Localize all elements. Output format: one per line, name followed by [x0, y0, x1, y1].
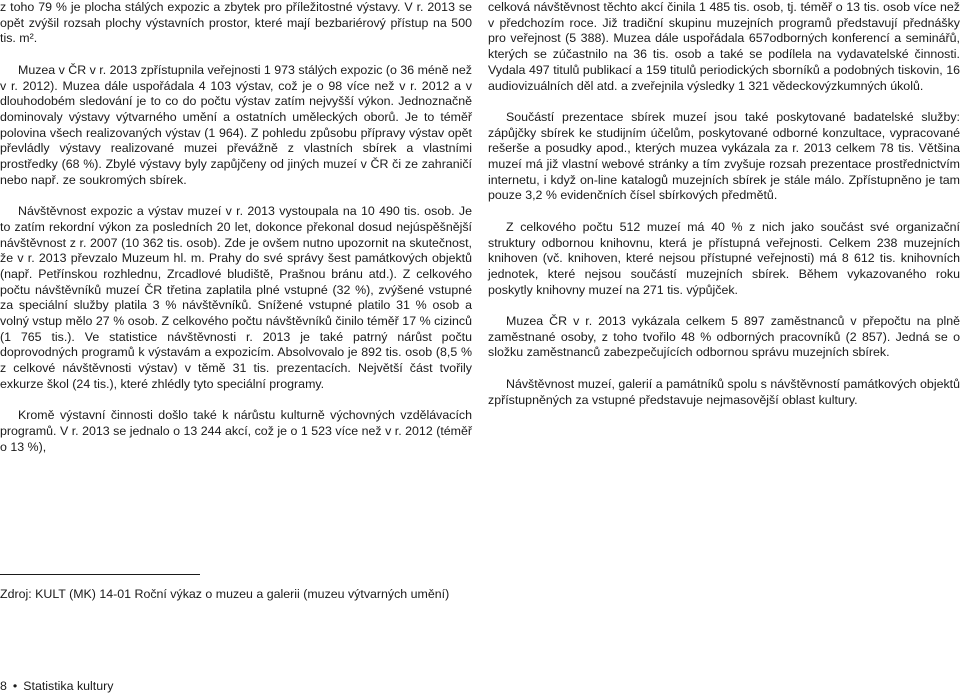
paragraph-exhibition-area: z toho 79 % je plocha stálých expozic a zbytek pro příležitostné výstavy. V r. 2013 se opět zvýšil rozsah plochy výstavních prostor, které mají bezbariérový přístup na 500 tis. m².	[0, 0, 472, 46]
paragraph-expositions: Muzea v ČR v r. 2013 zpřístupnila veřejnosti 1 973 stálých expozic (o 36 méně než v r. 2012). Muzea dále uspořádala 4 103 výstav, což je o 98 více než v r. 2012 a v dlouhodobém sledování je to co do počtu výstav zatím nejvyšší výkon. Jednoznačně dominovaly výstavy výtvarného umění a ostatních uměleckých oborů. Je to téměř polovina všech realizovaných výstav (1 964). Z pohledu způsobu přípravy výstav opět převládly výstavy realizované muzei převážně z vlastních sbírek a vlastními prostředky (68 %). Zbylé výstavy byly zapůjčeny od jiných muzeí v ČR či ze zahraničí nebo např. ze soukromých sbírek.	[0, 62, 472, 187]
paragraph-research-services: Součástí prezentace sbírek muzeí jsou také poskytované badatelské služby: zápůjčky sbírek ke studijním účelům, poskytované odborné konzultace, vypracované rešerše a posudky apod., kterých muzea vykázala za r. 2013 celkem 78 tis. Většina muzeí má již vlastní webové stránky a tím zvyšuje rozsah prezentace prostřednictvím internetu, i když on-line katalogů muzejních sbírek je stále málo. Zpřístupněno je tam pouze 3,2 % evidenčních čísel sbírkových předmětů.	[488, 109, 960, 203]
paragraph-lectures-publications: celková návštěvnost těchto akcí činila 1 485 tis. osob, tj. téměř o 13 tis. osob více než v předchozím roce. Již tradiční skupinu muzejních programů představují přednášky pro veřejnost (5 388). Muzea dále uspořádala 657odborných konferencí a seminářů, kterých se zúčastnilo na 36 tis. osob a také se podílela na vydavatelské činnosti. Vydala 497 titulů publikací a 159 titulů periodických sborníků a podobných tiskovin, 16 audiovizuálních děl atd. a zveřejnila výsledky 1 321 vědeckovýzkumných úkolů.	[488, 0, 960, 93]
footer-section-title: Statistika kultury	[23, 679, 114, 693]
source-note: Zdroj: KULT (MK) 14-01 Roční výkaz o muzeu a galerii (muzeu výtvarných umění)	[0, 587, 450, 601]
paragraph-educational-programs: Kromě výstavní činnosti došlo také k nárůstu kulturně výchovných vzdělávacích programů. V r. 2013 se jednalo o 13 244 akcí, což je o 1 523 více než v r. 2012 (téměř o 13 %),	[0, 408, 472, 454]
paragraph-libraries: Z celkového počtu 512 muzeí má 40 % z nich jako součást své organizační struktury odbornou knihovnu, která je přístupná veřejnosti. Celkem 238 muzejních knihoven (vč. knihoven, které nejsou přístupné veřejnosti) má 8 612 tis. knihovních jednotek, které nejsou součástí muzejních sbírek. Během vykazovaného roku poskytly knihovny muzeí na 271 tis. výpůjček.	[488, 219, 960, 297]
page-number: 8	[0, 679, 7, 693]
page-footer	[0, 679, 113, 693]
left-text-column	[0, 0, 472, 455]
source-divider	[0, 574, 200, 575]
paragraph-conclusion: Návštěvnost muzeí, galerií a památníků spolu s návštěvností památkových objektů zpřístupněných za vstupné představuje nejmasovější oblast kultury.	[488, 376, 960, 407]
right-text-column	[488, 0, 960, 408]
paragraph-employees: Muzea ČR v r. 2013 vykázala celkem 5 897 zaměstnanců v přepočtu na plně zaměstnané osoby, z toho tvořilo 48 % odborných pracovníků (2 857). Jedná se o složku zaměstnanců zabezpečujících odbornou správu muzejních sbírek.	[488, 314, 960, 360]
paragraph-attendance: Návštěvnost expozic a výstav muzeí v r. 2013 vystoupala na 10 490 tis. osob. Je to zatím rekordní výkon za posledních 20 let, dokonce překonal dosud nejúspěšnější návštěvnost z r. 2007 (10 362 tis. osob). Zde je ovšem nutno upozornit na skutečnost, že v r. 2013 převzalo Muzeum hl. m. Prahy do své správy šest památkových objektů (např. Petřínskou rozhlednu, Zrcadlové bludiště, Prašnou bránu atd.). Z celkového počtu návštěvníků muzeí ČR třetina zaplatila plné vstupné (32 %), zvýšené vstupné za speciální služby platila 3 % návštěvníků. Snížené vstupné platilo 31 % osob a volný vstup mělo 27 % osob. Z celkového počtu návštěvníků činilo téměř 17 % cizinců (1 765 tis.). Ve statistice návštěvnosti r. 2013 je také patrný nárůst počtu doprovodných programů k výstavám a expozicím. Absolvovalo je 892 tis. osob (8,5 % z celkové návštěvnosti výstav) v těmě 31 tis. prezentacích. Největší část tvořily exkurze škol (24 tis.), které zhlédly tyto speciální programy.	[0, 204, 472, 391]
footer-bullet-icon: •	[12, 679, 18, 693]
